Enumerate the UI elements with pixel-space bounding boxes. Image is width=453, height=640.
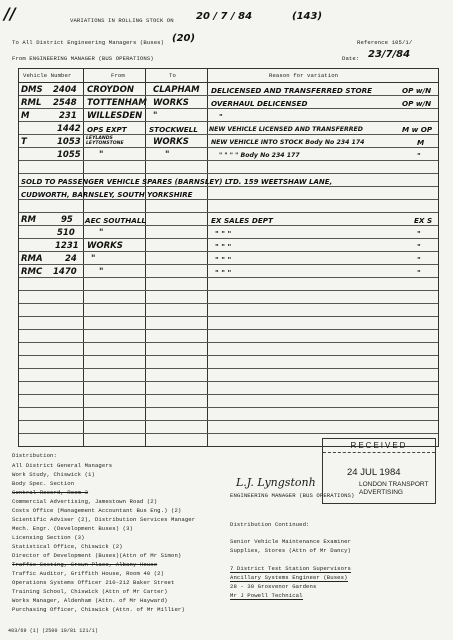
corner-mark: // bbox=[4, 4, 16, 23]
row-line bbox=[19, 355, 438, 356]
distribution-item: Work Study, Chiswick (1) bbox=[12, 471, 95, 478]
row-line bbox=[19, 368, 438, 369]
distribution-item: Costs Office (Management Accountant Bus Eng.) (2) bbox=[12, 507, 182, 514]
reference-number: Reference 105/1/ bbox=[357, 39, 413, 46]
form-title-number: (143) bbox=[292, 11, 323, 22]
distribution-item: Mr J Powell Technical bbox=[230, 592, 303, 599]
to-garage: " bbox=[153, 111, 158, 121]
distribution-item: All District General Managers bbox=[12, 462, 113, 469]
distribution-item: Senior Vehicle Maintenance Examiner bbox=[230, 538, 351, 545]
vehicle-number: 1470 bbox=[53, 267, 77, 277]
variation-reason: EX SALES DEPT bbox=[211, 216, 273, 225]
row-line bbox=[19, 186, 438, 187]
distribution-item: 7 District Test Station Supervisors bbox=[230, 565, 351, 572]
from-garage: " bbox=[99, 228, 104, 238]
row-line bbox=[19, 251, 438, 252]
stamp-received: RECEIVED bbox=[323, 441, 435, 453]
row-line bbox=[19, 290, 438, 291]
from-garage: WORKS bbox=[87, 241, 123, 251]
row-line bbox=[19, 420, 438, 421]
column-header: Vehicle Number bbox=[23, 72, 72, 79]
distribution-item: Purchasing Officer, Chiswick (Attn. of Mr Millier) bbox=[12, 606, 185, 613]
from-garage: AEC SOUTHALL bbox=[85, 216, 147, 225]
distribution-item: Training School, Chiswick (Attn of Mr Carter) bbox=[12, 588, 168, 595]
variation-code: OP w/N bbox=[402, 99, 432, 108]
to-number: (20) bbox=[172, 33, 196, 44]
vehicle-number: 2548 bbox=[53, 98, 77, 108]
date-value: 23/7/84 bbox=[368, 49, 411, 60]
vehicle-class: RM bbox=[21, 215, 37, 225]
variation-reason: NEW VEHICLE LICENSED AND TRANSFERRED bbox=[209, 126, 363, 133]
distribution-item: Works Manager, Aldenham (Attn. of Mr Hayward) bbox=[12, 597, 168, 604]
distribution-item: 28 - 30 Grosvenor Gardens bbox=[230, 583, 317, 590]
from-garage: OPS EXPT bbox=[87, 125, 127, 134]
from-garage: " bbox=[99, 150, 104, 160]
vehicle-class: RML bbox=[21, 98, 42, 108]
vehicle-number: 510 bbox=[57, 228, 75, 238]
distribution-item: Licensing Section (3) bbox=[12, 534, 85, 541]
distribution-item: Director of Development (Buses)(Attn of Mr Simon) bbox=[12, 552, 182, 559]
date-label: Date: bbox=[342, 55, 360, 62]
vehicle-number: 231 bbox=[59, 111, 77, 121]
from-garage: " bbox=[99, 267, 104, 277]
row-line bbox=[19, 342, 438, 343]
column-header: Reason for variation bbox=[269, 72, 339, 79]
variation-reason: DELICENSED AND TRANSFERRED STORE bbox=[211, 86, 373, 95]
vehicle-number: 1442 bbox=[57, 124, 81, 134]
from-garage: WILLESDEN bbox=[87, 111, 143, 121]
row-line bbox=[19, 225, 438, 226]
distribution-item: Commercial Advertising, Jamestown Road (2) bbox=[12, 498, 158, 505]
from-garage: TOTTENHAM bbox=[87, 98, 147, 108]
variation-reason: OVERHAUL DELICENSED bbox=[211, 99, 308, 108]
form-title-label: VARIATIONS IN ROLLING STOCK ON bbox=[70, 17, 174, 24]
row-line bbox=[19, 108, 438, 109]
to-garage: WORKS bbox=[153, 137, 189, 147]
row-line bbox=[19, 316, 438, 317]
form-footer-code: 403/69 (1) (2500 10/81 121/1) bbox=[8, 628, 98, 634]
signatory-title: ENGINEERING MANAGER (BUS OPERATIONS) bbox=[230, 492, 355, 499]
distribution-item: Statistical Office, Chiswick (2) bbox=[12, 543, 123, 550]
variation-code: M bbox=[417, 138, 425, 147]
vehicle-number: 95 bbox=[61, 215, 73, 225]
variation-reason: " " " " Body No 234 177 bbox=[219, 152, 300, 159]
distribution-item: Mech. Engr. (Development Buses) (3) bbox=[12, 525, 133, 532]
to-garage: WORKS bbox=[153, 98, 189, 108]
variation-reason: NEW VEHICLE INTO STOCK Body No 234 174 bbox=[211, 139, 365, 146]
variation-code: M w OP bbox=[402, 125, 433, 134]
column-divider bbox=[83, 69, 84, 446]
row-line bbox=[19, 160, 438, 161]
distribution-item: Central Record, Room 3 bbox=[12, 489, 89, 496]
variation-code: EX S bbox=[414, 216, 433, 225]
variation-reason: " " " bbox=[215, 242, 232, 251]
variation-code: " bbox=[417, 151, 421, 160]
row-line bbox=[19, 147, 438, 148]
distribution-item: Scientific Adviser (2), Distribution Services Manager bbox=[12, 516, 196, 523]
variation-reason: " " " bbox=[215, 229, 232, 238]
row-line bbox=[19, 264, 438, 265]
vehicle-class: M bbox=[21, 111, 30, 121]
from-sender: From ENGINEERING MANAGER (BUS OPERATIONS) bbox=[12, 55, 154, 62]
from-garage: LEYLANDS LEYTONSTONE bbox=[86, 136, 124, 146]
variation-reason: " " " bbox=[215, 255, 232, 264]
vehicle-class: RMC bbox=[21, 267, 43, 277]
vehicle-number: 24 bbox=[65, 254, 77, 264]
to-garage: " bbox=[165, 150, 170, 160]
stamp-org-line-2: ADVERTISING bbox=[359, 489, 403, 496]
column-header: From bbox=[111, 72, 125, 79]
stamp-organisation bbox=[359, 481, 428, 497]
to-garage: CLAPHAM bbox=[153, 85, 200, 95]
variation-code: " bbox=[417, 242, 421, 251]
vehicle-class: T bbox=[21, 137, 27, 147]
row-line bbox=[19, 238, 438, 239]
variation-reason: " bbox=[219, 112, 223, 121]
row-line bbox=[19, 381, 438, 382]
row-line bbox=[19, 303, 438, 304]
from-garage: " bbox=[91, 254, 96, 264]
variation-reason: " " " bbox=[215, 268, 232, 277]
signature: L.J. Lyngstonh bbox=[236, 476, 316, 489]
variation-code: " bbox=[417, 229, 421, 238]
distribution-item: Ancillary Systems Engineer (Buses) bbox=[230, 574, 348, 581]
row-line bbox=[19, 199, 438, 200]
table-header bbox=[19, 69, 438, 83]
sold-note-line-2: CUDWORTH, BARNSLEY, SOUTH YORKSHIRE bbox=[21, 191, 193, 199]
stamp-org-line-1: LONDON TRANSPORT bbox=[359, 481, 429, 488]
variation-code: " bbox=[417, 268, 421, 277]
vehicle-number: 2404 bbox=[53, 85, 77, 95]
distribution-item: Operations Systems Officer 210-212 Baker Street bbox=[12, 579, 175, 586]
row-line bbox=[19, 121, 438, 122]
distribution-heading: Distribution: bbox=[12, 452, 57, 459]
row-line bbox=[19, 277, 438, 278]
variation-code: OP w/N bbox=[402, 86, 432, 95]
row-line bbox=[19, 394, 438, 395]
variation-code: " bbox=[417, 255, 421, 264]
to-recipients: To All District Engineering Managers (Buses) bbox=[12, 39, 165, 46]
row-line bbox=[19, 329, 438, 330]
to-garage: STOCKWELL bbox=[149, 125, 198, 134]
row-line bbox=[19, 433, 438, 434]
from-garage: CROYDON bbox=[87, 85, 134, 95]
stamp-date: 24 JUL 1984 bbox=[347, 467, 401, 478]
row-line bbox=[19, 134, 438, 135]
row-line bbox=[19, 95, 438, 96]
variations-table bbox=[18, 68, 439, 447]
vehicle-number: 1053 bbox=[57, 137, 81, 147]
column-header: To bbox=[169, 72, 176, 79]
form-title-date: 20 / 7 / 84 bbox=[196, 11, 253, 22]
vehicle-class: RMA bbox=[21, 254, 43, 264]
distribution-item: Supplies, Stores (Attn of Mr Dancy) bbox=[230, 547, 351, 554]
row-line bbox=[19, 173, 438, 174]
distribution-continued-heading: Distribution Continued: bbox=[230, 521, 310, 528]
column-divider bbox=[207, 69, 208, 446]
distribution-item: Traffic Costing, Crown Place, Albany House bbox=[12, 561, 158, 568]
vehicle-number: 1055 bbox=[57, 150, 81, 160]
vehicle-class: DMS bbox=[21, 85, 43, 95]
row-line bbox=[19, 212, 438, 213]
row-line bbox=[19, 407, 438, 408]
distribution-item: Traffic Auditor, Griffith House, Room 40 (2) bbox=[12, 570, 165, 577]
distribution-item: Body Spec. Section bbox=[12, 480, 75, 487]
column-divider bbox=[145, 69, 146, 446]
sold-note-line-1: SOLD TO PASSENGER VEHICLE SPARES (BARNSLEY) LTD. 159 WEETSHAW LANE, bbox=[21, 178, 333, 186]
vehicle-number: 1231 bbox=[55, 241, 79, 251]
